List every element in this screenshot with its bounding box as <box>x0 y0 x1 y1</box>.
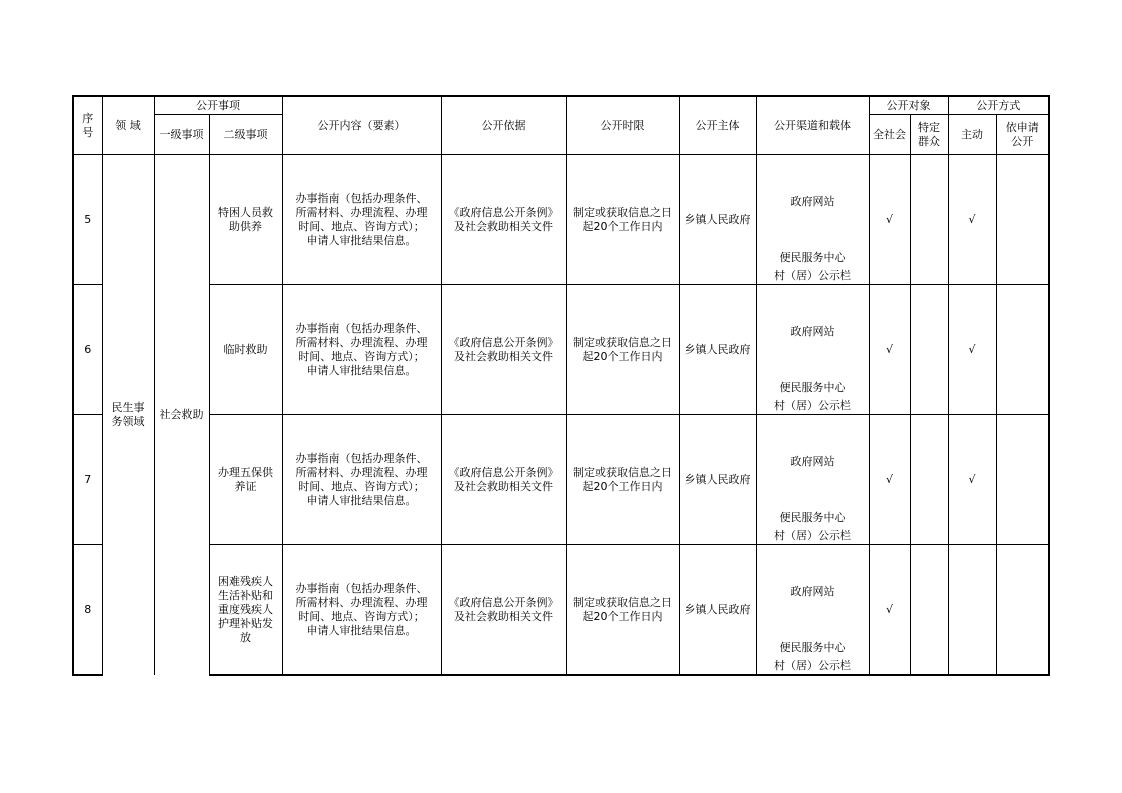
table-row <box>73 545 1049 676</box>
channel-bulletin: 村（居）公示栏 <box>774 269 851 282</box>
level1-cell: 社会救助 <box>154 155 209 676</box>
row-basis: 《政府信息公开条例》 及社会救助相关文件 <box>441 155 566 285</box>
channel-service-center: 便民服务中心 <box>779 511 846 524</box>
row-subject: 乡镇人民政府 <box>679 545 756 676</box>
row-all-society: √ <box>869 415 910 545</box>
header-level2: 二级事项 <box>209 115 282 155</box>
row-level2: 临时救助 <box>209 285 282 415</box>
header-items-group: 公开事项 <box>154 96 282 115</box>
header-row-1 <box>73 96 1049 115</box>
row-on-request <box>996 155 1049 285</box>
row-subject: 乡镇人民政府 <box>679 415 756 545</box>
row-seq: 7 <box>73 415 102 545</box>
row-content: 办事指南（包括办理条件、 所需材料、办理流程、办理 时间、地点、咨询方式）； 申请人审批结果信息。 <box>282 415 441 545</box>
channel-website: 政府网站 <box>790 325 835 338</box>
header-seq: 序 号 <box>73 96 102 155</box>
header-level1: 一级事项 <box>154 115 209 155</box>
row-timelimit: 制定或获取信息之日 起20个工作日内 <box>566 285 679 415</box>
header-timelimit: 公开时限 <box>566 96 679 155</box>
row-active: √ <box>948 155 996 285</box>
header-domain: 领 域 <box>102 96 154 155</box>
channel-service-center: 便民服务中心 <box>779 251 846 264</box>
channel-bulletin: 村（居）公示栏 <box>774 659 851 672</box>
row-level2: 办理五保供 养证 <box>209 415 282 545</box>
header-audience-group: 公开对象 <box>869 96 948 115</box>
row-on-request <box>996 545 1049 676</box>
channel-service-center: 便民服务中心 <box>779 381 846 394</box>
row-seq: 5 <box>73 155 102 285</box>
row-basis: 《政府信息公开条例》 及社会救助相关文件 <box>441 415 566 545</box>
header-all-society: 全社会 <box>869 115 910 155</box>
row-subject: 乡镇人民政府 <box>679 285 756 415</box>
row-all-society: √ <box>869 155 910 285</box>
row-active: √ <box>948 285 996 415</box>
header-on-request: 依申请 公开 <box>996 115 1049 155</box>
header-subject: 公开主体 <box>679 96 756 155</box>
row-basis: 《政府信息公开条例》 及社会救助相关文件 <box>441 545 566 676</box>
header-basis: 公开依据 <box>441 96 566 155</box>
row-seq: 6 <box>73 285 102 415</box>
disclosure-table <box>72 95 1050 676</box>
row-seq: 8 <box>73 545 102 676</box>
row-content: 办事指南（包括办理条件、 所需材料、办理流程、办理 时间、地点、咨询方式）； 申请人审批结果信息。 <box>282 155 441 285</box>
row-level2: 特困人员救 助供养 <box>209 155 282 285</box>
row-active <box>948 545 996 676</box>
row-subject: 乡镇人民政府 <box>679 155 756 285</box>
header-channel: 公开渠道和载体 <box>756 96 869 155</box>
row-content: 办事指南（包括办理条件、 所需材料、办理流程、办理 时间、地点、咨询方式）； 申请人审批结果信息。 <box>282 285 441 415</box>
row-timelimit: 制定或获取信息之日 起20个工作日内 <box>566 415 679 545</box>
row-channel <box>756 415 869 545</box>
channel-bulletin: 村（居）公示栏 <box>774 399 851 412</box>
row-timelimit: 制定或获取信息之日 起20个工作日内 <box>566 155 679 285</box>
row-all-society: √ <box>869 545 910 676</box>
channel-website: 政府网站 <box>790 195 835 208</box>
row-channel <box>756 285 869 415</box>
table-row <box>73 415 1049 545</box>
row-specific <box>910 285 948 415</box>
row-active: √ <box>948 415 996 545</box>
row-all-society: √ <box>869 285 910 415</box>
row-channel <box>756 545 869 676</box>
row-on-request <box>996 415 1049 545</box>
header-active: 主动 <box>948 115 996 155</box>
row-timelimit: 制定或获取信息之日 起20个工作日内 <box>566 545 679 676</box>
row-basis: 《政府信息公开条例》 及社会救助相关文件 <box>441 285 566 415</box>
channel-website: 政府网站 <box>790 455 835 468</box>
header-specific: 特定 群众 <box>910 115 948 155</box>
row-specific <box>910 155 948 285</box>
channel-website: 政府网站 <box>790 585 835 598</box>
channel-service-center: 便民服务中心 <box>779 641 846 654</box>
header-content: 公开内容（要素） <box>282 96 441 155</box>
domain-cell: 民生事 务领域 <box>102 155 154 676</box>
row-on-request <box>996 285 1049 415</box>
table-row <box>73 285 1049 415</box>
table-row <box>73 155 1049 285</box>
row-channel <box>756 155 869 285</box>
row-specific <box>910 545 948 676</box>
header-mode-group: 公开方式 <box>948 96 1049 115</box>
channel-bulletin: 村（居）公示栏 <box>774 529 851 542</box>
row-content: 办事指南（包括办理条件、 所需材料、办理流程、办理 时间、地点、咨询方式）； 申请人审批结果信息。 <box>282 545 441 676</box>
row-level2: 困难残疾人 生活补贴和 重度残疾人 护理补贴发 放 <box>209 545 282 676</box>
row-specific <box>910 415 948 545</box>
